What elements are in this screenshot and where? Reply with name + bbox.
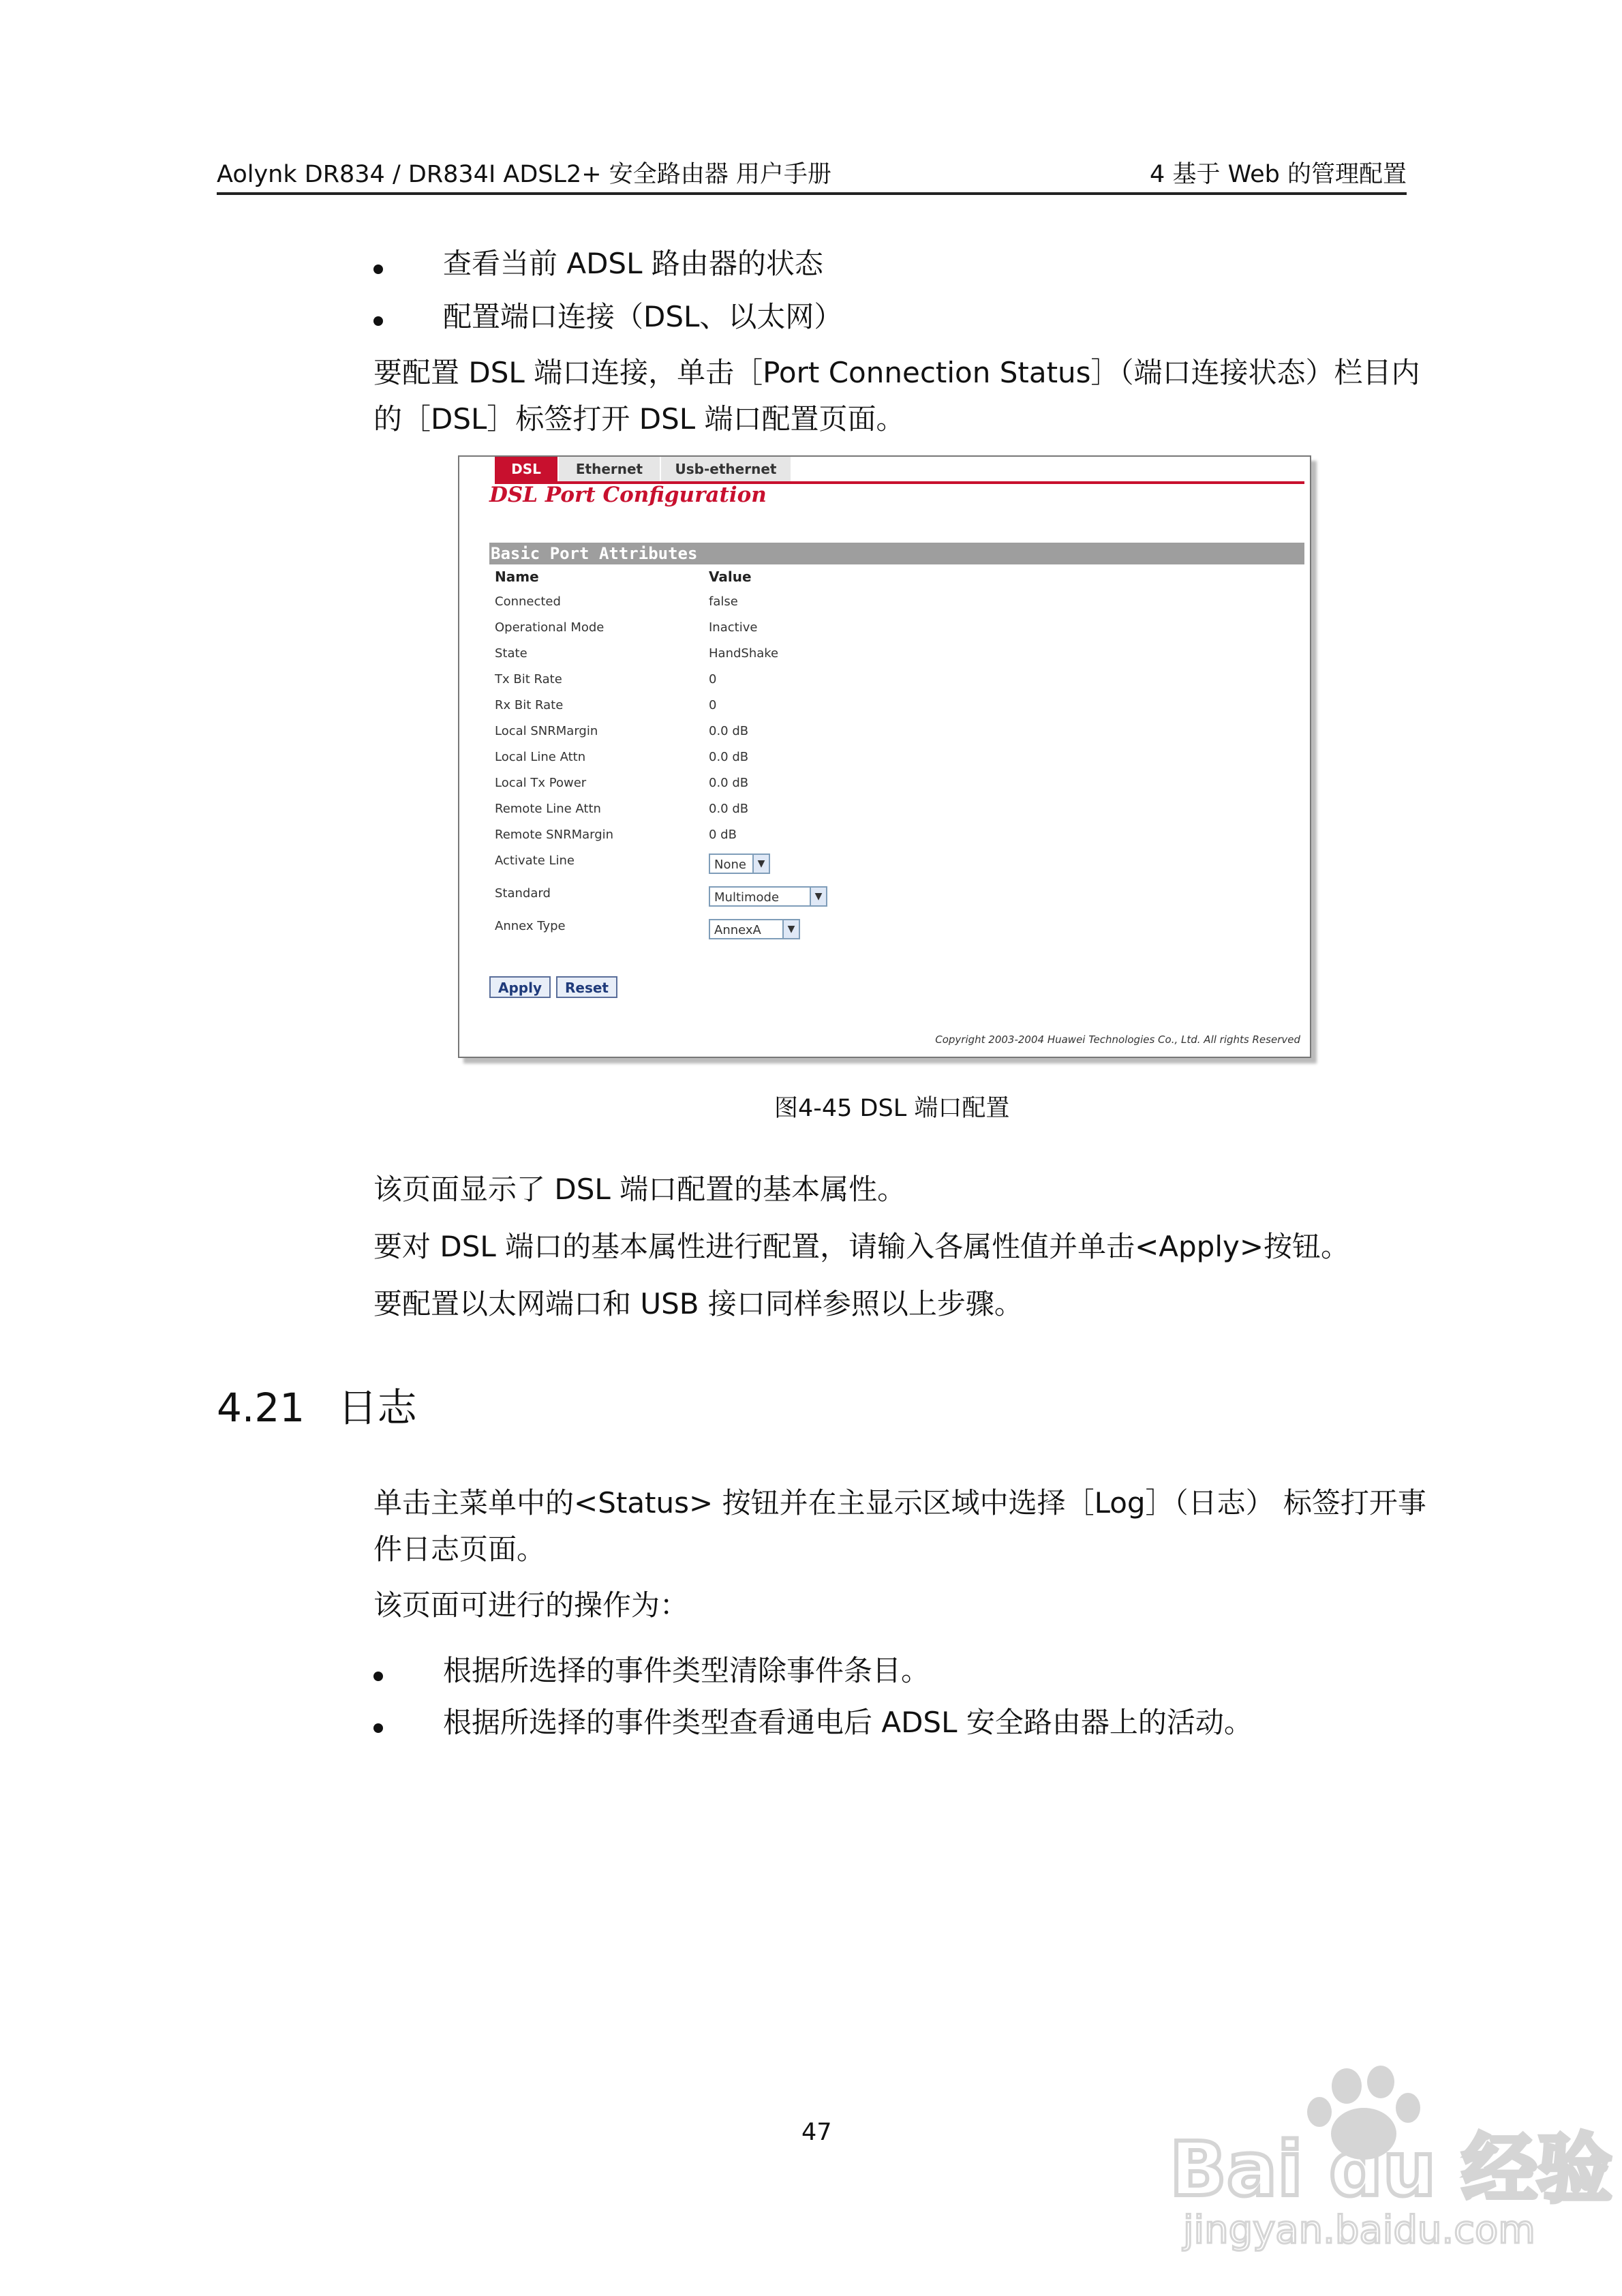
dsl-config-screenshot xyxy=(458,455,1311,1058)
standard-label: Standard xyxy=(495,886,551,901)
paragraph-line: 的［DSL］标签打开 DSL 端口配置页面。 xyxy=(373,402,905,436)
attr-value: 0.0 dB xyxy=(709,776,749,790)
section-heading xyxy=(217,1376,417,1433)
chevron-down-icon: ▼ xyxy=(810,888,826,905)
column-header-value: Value xyxy=(709,569,752,585)
attr-name: State xyxy=(495,646,527,661)
chevron-down-icon: ▼ xyxy=(752,855,769,873)
paw-icon xyxy=(1156,2059,1612,2252)
annex-type-label: Annex Type xyxy=(495,919,566,933)
paragraph-line: 要配置以太网端口和 USB 接口同样参照以上步骤。 xyxy=(373,1287,1023,1320)
attr-value: HandShake xyxy=(709,646,779,661)
header-chapter: 4 基于 Web 的管理配置 xyxy=(1150,161,1407,188)
running-header xyxy=(217,154,1407,195)
attr-value: 0 dB xyxy=(709,828,737,842)
header-title: Aolynk DR834 / DR834I ADSL2+ 安全路由器 用户手册 xyxy=(217,161,831,188)
attr-value: 0.0 dB xyxy=(709,724,749,738)
paragraph-line: 该页面显示了 DSL 端口配置的基本属性。 xyxy=(373,1173,906,1206)
attr-value: 0 xyxy=(709,672,717,686)
standard-select[interactable] xyxy=(709,886,827,907)
bullet-item: 查看当前 ADSL 路由器的状态 xyxy=(443,247,823,280)
attr-name: Local SNRMargin xyxy=(495,724,598,738)
attr-value: 0.0 dB xyxy=(709,750,749,764)
attr-name: Remote SNRMargin xyxy=(495,828,614,842)
tab-usb-ethernet[interactable]: Usb-ethernet xyxy=(661,457,791,481)
attr-value: 0.0 dB xyxy=(709,802,749,816)
attr-name: Operational Mode xyxy=(495,620,605,635)
attr-name: Remote Line Attn xyxy=(495,802,601,816)
attr-name: Tx Bit Rate xyxy=(495,672,562,686)
attr-name: Connected xyxy=(495,594,561,609)
bullet-dot xyxy=(373,316,383,326)
paragraph-line: 单击主菜单中的<Status> 按钮并在主显示区域中选择［Log］（日志） 标签打开事 xyxy=(373,1486,1426,1520)
reset-button[interactable]: Reset xyxy=(556,976,617,998)
paragraph-line: 件日志页面。 xyxy=(373,1532,546,1566)
bullet-item: 配置端口连接（DSL、以太网） xyxy=(443,300,843,333)
bullet-item: 根据所选择的事件类型清除事件条目。 xyxy=(443,1654,930,1687)
tab-ethernet[interactable]: Ethernet xyxy=(559,457,660,481)
annex-type-select[interactable] xyxy=(709,919,800,939)
svg-text:Bai du 经验: Bai du 经验 xyxy=(1169,2126,1612,2213)
activate-line-label: Activate Line xyxy=(495,854,575,868)
bullet-dot xyxy=(373,1723,383,1733)
paragraph-line: 要对 DSL 端口的基本属性进行配置，请输入各属性值并单击<Apply>按钮。 xyxy=(373,1230,1350,1263)
section-header: Basic Port Attributes xyxy=(489,543,1304,564)
paragraph-line: 要配置 DSL 端口连接，单击［Port Connection Status］（端口连接状态）栏目内 xyxy=(373,356,1420,389)
svg-text:jingyan.baidu.com: jingyan.baidu.com xyxy=(1183,2208,1535,2252)
chevron-down-icon: ▼ xyxy=(782,920,799,938)
attr-value: 0 xyxy=(709,698,717,712)
baidu-watermark-logo xyxy=(1156,2059,1612,2252)
attr-name: Rx Bit Rate xyxy=(495,698,564,712)
attr-name: Local Tx Power xyxy=(495,776,587,790)
section-title: 日志 xyxy=(337,1385,417,1431)
attr-value: Inactive xyxy=(709,620,758,635)
column-header-name: Name xyxy=(495,569,539,585)
attr-name: Local Line Attn xyxy=(495,750,586,764)
paragraph-line: 该页面可进行的操作为： xyxy=(373,1588,689,1622)
activate-line-value: None xyxy=(714,858,746,872)
standard-value: Multimode xyxy=(714,890,780,905)
tab-dsl[interactable]: DSL xyxy=(495,457,557,481)
page-number: 47 xyxy=(801,2119,832,2146)
apply-button[interactable]: Apply xyxy=(489,976,551,998)
bullet-dot xyxy=(373,265,383,274)
section-number: 4.21 xyxy=(217,1385,305,1431)
copyright-notice: Copyright 2003-2004 Huawei Technologies Co., Ltd. All rights Reserved xyxy=(935,1033,1300,1046)
figure-caption: 图4-45 DSL 端口配置 xyxy=(774,1095,1010,1122)
page-title: DSL Port Configuration xyxy=(489,483,767,507)
annex-type-value: AnnexA xyxy=(714,923,761,937)
bullet-dot xyxy=(373,1672,383,1681)
bullet-item: 根据所选择的事件类型查看通电后 ADSL 安全路由器上的活动。 xyxy=(443,1706,1253,1739)
attr-value: false xyxy=(709,594,738,609)
activate-line-select[interactable] xyxy=(709,854,770,874)
